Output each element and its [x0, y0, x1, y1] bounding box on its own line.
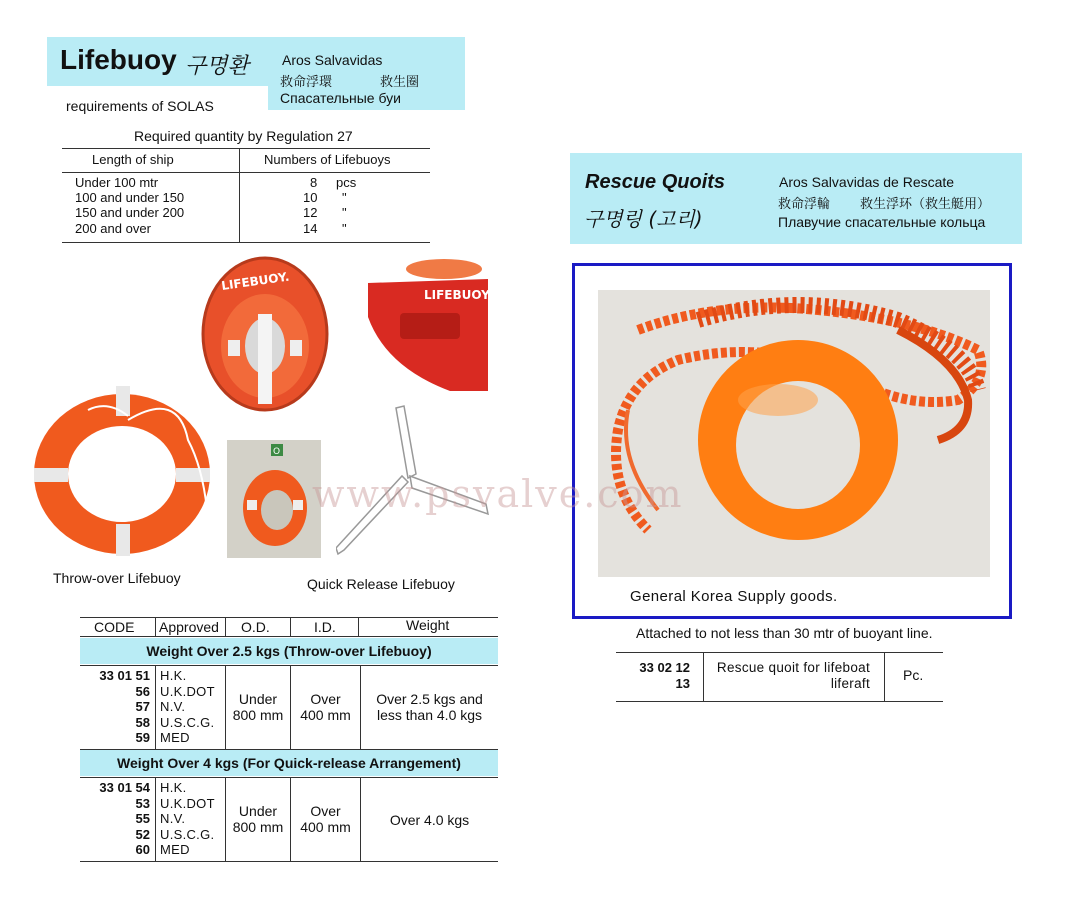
lifebuoy-title-korean: 구명환	[185, 54, 249, 79]
rescue-quoit-photo-frame	[572, 263, 1012, 619]
regulation-length: 200 and over	[75, 221, 151, 236]
regulation-unit: "	[342, 190, 347, 205]
od-value: Under	[238, 691, 278, 707]
watermark: www.psvalve.com	[312, 472, 684, 516]
code-value: 33 02 12	[639, 660, 690, 675]
wall-mounted-lifebuoy-photo	[227, 440, 321, 558]
code-value: 33 01 51	[99, 668, 150, 683]
group-title: Weight Over 4 kgs (For Quick-release Arrangement)	[80, 750, 498, 776]
code-header-od: O.D.	[241, 619, 270, 635]
throw-over-caption: Throw-over Lifebuoy	[53, 570, 181, 586]
group-codes	[80, 780, 150, 858]
regulation-number: 10	[303, 190, 318, 205]
lifebuoy-title: Lifebuoy	[60, 44, 177, 75]
approval-value: U.K.DOT	[160, 795, 215, 811]
approval-value: H.K.	[160, 780, 187, 795]
code-value: 52	[135, 826, 150, 842]
rescue-name-chinese-2: 救生浮环（救生艇用）	[860, 197, 991, 212]
code-value: 55	[135, 811, 150, 826]
solas-requirements: requirements of SOLAS	[66, 98, 214, 114]
code-value: 53	[135, 795, 150, 811]
rescue-codes	[616, 660, 690, 691]
bracket-label: LIFEBUOY	[424, 288, 490, 302]
approval-value: N.V.	[160, 699, 186, 714]
code-value: 57	[135, 699, 150, 714]
description-line: liferaft	[830, 675, 870, 691]
group-codes	[80, 668, 150, 746]
lifebuoy-name-chinese-1: 救命浮環	[280, 75, 333, 90]
approval-value: U.S.C.G.	[160, 826, 215, 842]
rescue-quoits-banner	[570, 153, 1022, 244]
id-value: 400 mm	[300, 707, 351, 723]
regulation-unit: "	[342, 205, 347, 220]
rescue-unit: Pc.	[903, 667, 924, 683]
id-value: Over	[310, 803, 341, 819]
lifebuoy-cabinet-photo	[198, 254, 332, 414]
lifebuoy-names-banner	[268, 37, 465, 110]
approval-value: N.V.	[160, 811, 186, 826]
quick-release-caption: Quick Release Lifebuoy	[307, 576, 455, 592]
approval-value: MED	[160, 730, 190, 745]
group-id	[291, 803, 360, 835]
regulation-length: 150 and under 200	[75, 205, 185, 220]
group-weight	[361, 691, 498, 723]
id-value: 400 mm	[300, 819, 351, 835]
lifebuoy-name-spanish: Aros Salvavidas	[282, 52, 383, 68]
rescue-note: Attached to not less than 30 mtr of buoyant line.	[636, 625, 933, 641]
regulation-length: Under 100 mtr	[75, 175, 159, 190]
group-approvals	[160, 668, 215, 746]
rescue-quoit-table	[616, 652, 943, 702]
regulation-unit: "	[342, 221, 347, 236]
od-value: 800 mm	[232, 819, 284, 835]
approval-value: H.K.	[160, 668, 187, 683]
weight-value: less than 4.0 kgs	[376, 707, 483, 723]
group-od	[226, 691, 290, 723]
lifebuoy-code-table	[80, 617, 498, 862]
od-value: 800 mm	[232, 707, 284, 723]
group-od	[226, 803, 290, 835]
approval-value: U.S.C.G.	[160, 714, 215, 730]
regulation-header-number: Numbers of Lifebuoys	[264, 152, 391, 167]
regulation-number: 8	[310, 175, 318, 190]
lifebuoy-name-chinese-2: 救生圈	[380, 75, 420, 90]
group-id	[291, 691, 360, 723]
group-title: Weight Over 2.5 kgs (Throw-over Lifebuoy)	[80, 638, 498, 664]
regulation-number: 12	[303, 205, 318, 220]
id-value: Over	[310, 691, 341, 707]
rescue-name-spanish: Aros Salvavidas de Rescate	[779, 174, 955, 190]
code-value: 56	[135, 683, 150, 699]
code-value: 13	[675, 675, 690, 691]
throw-over-lifebuoy-photo	[28, 380, 216, 558]
rescue-description	[710, 660, 870, 691]
code-header-weight: Weight	[406, 617, 450, 633]
regulation-caption: Required quantity by Regulation 27	[134, 128, 353, 144]
code-header-approved: Approved	[159, 619, 219, 635]
regulation-length: 100 and under 150	[75, 190, 185, 205]
group-weight	[361, 812, 498, 828]
od-value: Under	[238, 803, 278, 819]
regulation-unit: pcs	[336, 175, 357, 190]
lifebuoy-title-banner	[47, 37, 270, 86]
regulation-header-length: Length of ship	[92, 152, 174, 167]
lifebuoy-bracket-photo	[366, 257, 490, 393]
code-value: 58	[135, 714, 150, 730]
approval-value: MED	[160, 842, 190, 857]
rescue-name-chinese-1: 救命浮輪	[778, 197, 831, 212]
cabinet-label: LIFEBUOY.	[220, 269, 291, 293]
weight-value: Over 2.5 kgs and	[376, 691, 483, 707]
approval-value: U.K.DOT	[160, 683, 215, 699]
rescue-photo-caption: General Korea Supply goods.	[630, 588, 838, 605]
rescue-name-russian: Плавучие спасательные кольца	[778, 214, 986, 230]
wall-sign: O	[273, 447, 281, 457]
code-value: 59	[135, 730, 150, 745]
rescue-quoits-title: Rescue Quoits	[585, 171, 726, 193]
description-line: Rescue quoit for lifeboat	[716, 660, 870, 675]
lifebuoy-name-russian: Спасательные буи	[280, 90, 401, 106]
weight-value: Over 4.0 kgs	[389, 812, 470, 828]
code-header-code: CODE	[94, 619, 135, 635]
code-value: 60	[135, 842, 150, 857]
group-approvals	[160, 780, 215, 858]
code-header-id: I.D.	[314, 619, 336, 635]
rescue-quoits-title-korean: 구명링 (고리)	[584, 207, 703, 231]
code-value: 33 01 54	[99, 780, 150, 795]
rescue-quoit-photo	[598, 290, 990, 577]
regulation-number: 14	[303, 221, 318, 236]
